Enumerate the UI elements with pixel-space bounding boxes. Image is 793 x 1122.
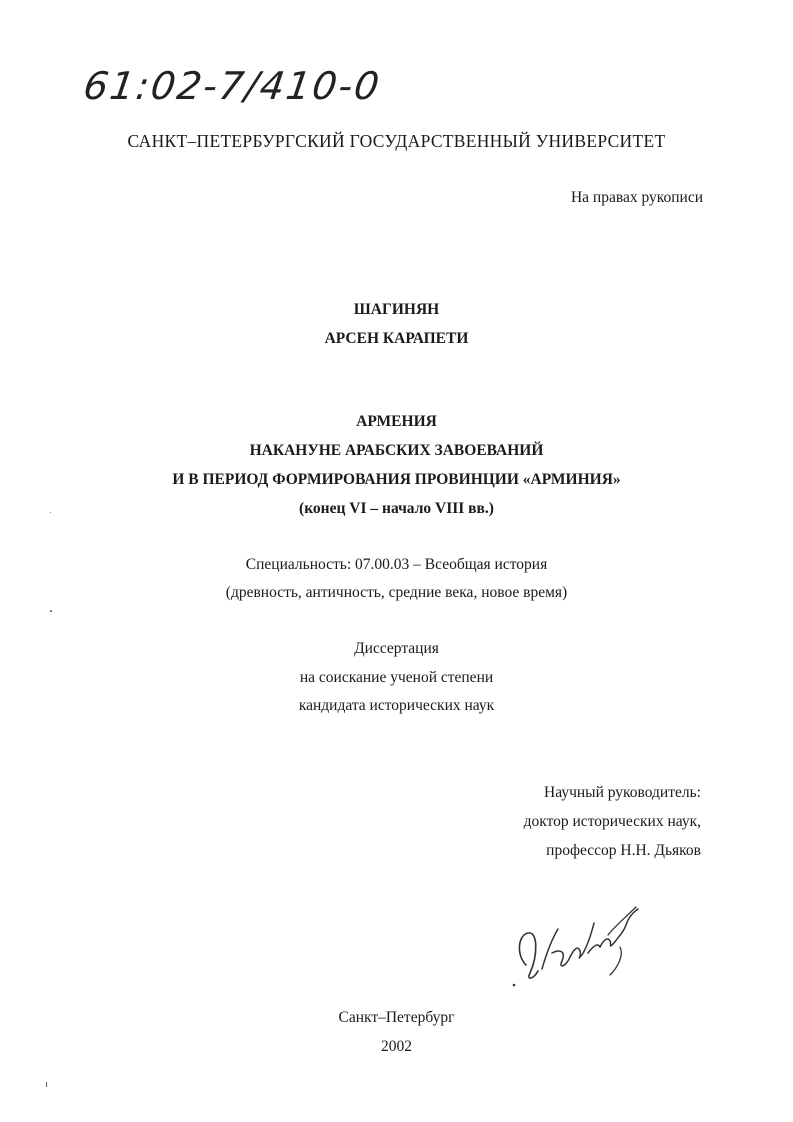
- university-name: САНКТ–ПЕТЕРБУРГСКИЙ ГОСУДАРСТВЕННЫЙ УНИВЕРСИТЕТ: [127, 131, 666, 151]
- specialty-line-1: Специальность: 07.00.03 – Всеобщая история: [245, 556, 548, 573]
- handwritten-signature: [508, 895, 648, 1000]
- scan-speck: [46, 1082, 47, 1087]
- author-surname: ШАГИНЯН: [353, 301, 440, 318]
- year: 2002: [381, 1038, 412, 1055]
- rights-note: На правах рукописи: [570, 189, 703, 206]
- title-line-2: НАКАНУНЕ АРАБСКИХ ЗАВОЕВАНИЙ: [249, 442, 544, 459]
- handwritten-catalog-number: 61:02-7/410-0: [80, 64, 384, 108]
- supervisor-line-3: профессор Н.Н. Дьяков: [546, 842, 701, 859]
- supervisor-line-1: Научный руководитель:: [544, 784, 701, 801]
- city: Санкт–Петербург: [338, 1009, 455, 1026]
- scan-speck: [50, 512, 51, 513]
- title-line-3: И В ПЕРИОД ФОРМИРОВАНИЯ ПРОВИНЦИИ «АРМИНИЯ»: [172, 471, 621, 488]
- dissertation-line-1: Диссертация: [354, 640, 439, 657]
- author-name: АРСЕН КАРАПЕТИ: [324, 330, 469, 347]
- title-line-1: АРМЕНИЯ: [356, 413, 437, 430]
- title-period: (конец VI – начало VIII вв.): [299, 500, 494, 517]
- supervisor-line-2: доктор исторических наук,: [523, 813, 701, 830]
- dissertation-line-3: кандидата исторических наук: [298, 697, 495, 714]
- dissertation-line-2: на соискание ученой степени: [299, 669, 494, 686]
- scan-speck: [50, 610, 52, 612]
- specialty-line-2: (древность, античность, средние века, новое время): [225, 584, 568, 601]
